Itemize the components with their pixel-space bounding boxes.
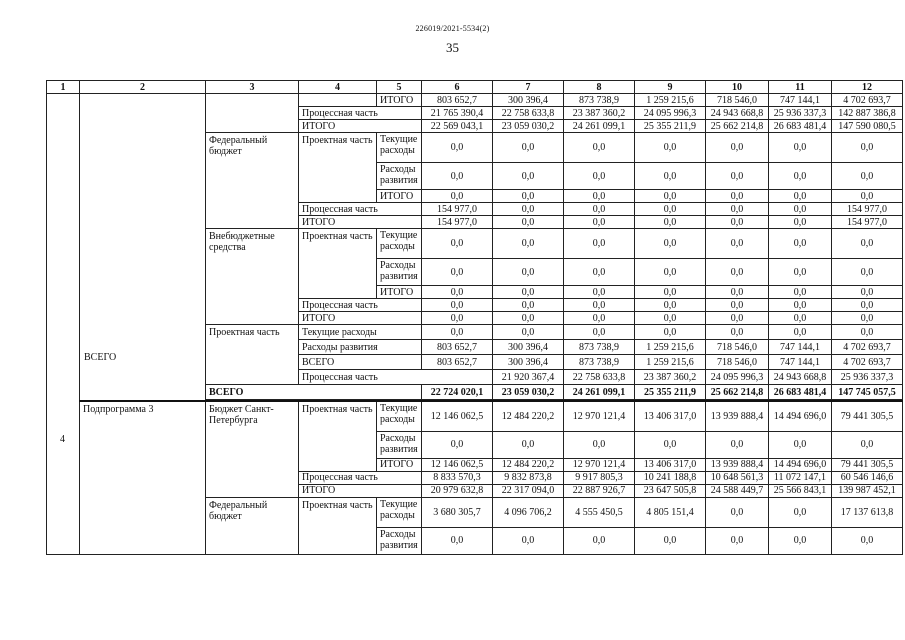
value-cell: 0,0 (769, 299, 832, 312)
value-cell: 0,0 (564, 133, 635, 163)
value-cell: 803 652,7 (422, 340, 493, 355)
row-label: Текущие расходы (377, 497, 422, 527)
value-cell: 23 647 505,8 (635, 484, 706, 497)
value-cell: 22 569 043,1 (422, 120, 493, 133)
project-part-label: Проектная часть (299, 229, 377, 299)
value-cell: 0,0 (706, 286, 769, 299)
value-cell: 0,0 (493, 203, 564, 216)
row-label: Расходы развития (377, 163, 422, 190)
value-cell: 0,0 (832, 325, 903, 340)
value-cell: 11 072 147,1 (769, 471, 832, 484)
value-cell: 22 887 926,7 (564, 484, 635, 497)
page-number: 35 (446, 40, 459, 55)
value-cell: 147 745 057,5 (832, 385, 903, 400)
value-cell: 300 396,4 (493, 340, 564, 355)
col-number: 9 (635, 81, 706, 94)
value-cell: 0,0 (706, 431, 769, 458)
row-label: Процессная часть (299, 299, 422, 312)
value-cell: 0,0 (769, 216, 832, 229)
value-cell: 13 406 317,0 (635, 458, 706, 471)
row-label: ВСЕГО (299, 355, 422, 370)
value-cell: 21 920 367,4 (493, 370, 564, 385)
value-cell: 0,0 (635, 190, 706, 203)
value-cell: 0,0 (422, 163, 493, 190)
col-number: 7 (493, 81, 564, 94)
value-cell: 0,0 (493, 299, 564, 312)
value-cell: 0,0 (635, 133, 706, 163)
value-cell: 0,0 (564, 216, 635, 229)
row-label: ИТОГО (377, 190, 422, 203)
value-cell: 0,0 (493, 229, 564, 259)
row-label: Текущие расходы (377, 401, 422, 431)
project-part-label: Проектная часть (206, 325, 299, 385)
value-cell: 803 652,7 (422, 94, 493, 107)
value-cell: 747 144,1 (769, 340, 832, 355)
value-cell: 8 833 570,3 (422, 471, 493, 484)
value-cell: 0,0 (422, 190, 493, 203)
value-cell: 0,0 (635, 312, 706, 325)
value-cell: 25 355 211,9 (635, 120, 706, 133)
cell-empty (206, 94, 299, 133)
value-cell: 0,0 (564, 325, 635, 340)
value-cell: 13 406 317,0 (635, 401, 706, 431)
value-cell: 0,0 (769, 497, 832, 527)
table-row (47, 401, 903, 431)
value-cell: 0,0 (706, 312, 769, 325)
value-cell: 12 146 062,5 (422, 401, 493, 431)
value-cell: 0,0 (706, 163, 769, 190)
value-cell: 4 702 693,7 (832, 340, 903, 355)
row-label: Текущие расходы (377, 229, 422, 259)
value-cell: 3 680 305,7 (422, 497, 493, 527)
value-cell: 79 441 305,5 (832, 458, 903, 471)
value-cell: 0,0 (422, 259, 493, 286)
document-id: 226019/2021-5534(2) (415, 24, 490, 33)
value-cell: 0,0 (564, 312, 635, 325)
value-cell: 0,0 (706, 325, 769, 340)
value-cell: 24 943 668,8 (769, 370, 832, 385)
value-cell: 25 662 214,8 (706, 120, 769, 133)
value-cell: 22 758 633,8 (493, 107, 564, 120)
col-number: 5 (377, 81, 422, 94)
subprogram-title: Подпрограмма 3 (80, 401, 206, 554)
source-extrabudget: Внебюджетные средства (206, 229, 299, 325)
value-cell: 0,0 (493, 133, 564, 163)
value-cell: 0,0 (769, 163, 832, 190)
value-cell: 13 939 888,4 (706, 458, 769, 471)
source-federal: Федеральный бюджет (206, 497, 299, 554)
value-cell: 0,0 (493, 312, 564, 325)
row-label: Процессная часть (299, 107, 422, 120)
value-cell: 0,0 (422, 229, 493, 259)
value-cell: 0,0 (635, 431, 706, 458)
project-part-label: Проектная часть (299, 401, 377, 471)
value-cell: 0,0 (769, 259, 832, 286)
value-cell: 0,0 (635, 259, 706, 286)
value-cell: 25 355 211,9 (635, 385, 706, 400)
value-cell: 0,0 (422, 133, 493, 163)
value-cell: 873 738,9 (564, 355, 635, 370)
value-cell: 0,0 (635, 216, 706, 229)
value-cell: 0,0 (706, 497, 769, 527)
value-cell: 0,0 (422, 527, 493, 554)
value-cell: 25 936 337,3 (832, 370, 903, 385)
value-cell: 0,0 (706, 216, 769, 229)
row-label: ИТОГО (377, 458, 422, 471)
value-cell: 0,0 (832, 163, 903, 190)
subprogram-number: 4 (60, 434, 65, 445)
value-cell: 0,0 (564, 299, 635, 312)
value-cell: 0,0 (832, 431, 903, 458)
value-cell: 0,0 (769, 325, 832, 340)
col-number: 4 (299, 81, 377, 94)
value-cell: 12 484 220,2 (493, 458, 564, 471)
col-number: 3 (206, 81, 299, 94)
value-cell: 14 494 696,0 (769, 401, 832, 431)
row-label: Текущие расходы (377, 133, 422, 163)
value-cell: 25 936 337,3 (769, 107, 832, 120)
value-cell: 1 259 215,6 (635, 340, 706, 355)
row-label: Текущие расходы (299, 325, 422, 340)
value-cell: 0,0 (422, 299, 493, 312)
value-cell: 9 832 873,8 (493, 471, 564, 484)
value-cell: 12 484 220,2 (493, 401, 564, 431)
value-cell: 22 758 633,8 (564, 370, 635, 385)
row-label: ИТОГО (377, 94, 422, 107)
value-cell: 0,0 (422, 312, 493, 325)
row-label: Процессная часть (299, 370, 493, 385)
value-cell: 0,0 (635, 229, 706, 259)
value-cell: 0,0 (493, 431, 564, 458)
value-cell: 4 702 693,7 (832, 94, 903, 107)
row-label: ИТОГО (299, 484, 422, 497)
value-cell: 0,0 (422, 325, 493, 340)
value-cell: 0,0 (564, 431, 635, 458)
cell-empty (47, 94, 80, 555)
value-cell: 23 059 030,2 (493, 120, 564, 133)
row-label: ИТОГО (299, 312, 422, 325)
value-cell: 12 970 121,4 (564, 458, 635, 471)
value-cell: 26 683 481,4 (769, 120, 832, 133)
value-cell: 24 261 099,1 (564, 385, 635, 400)
value-cell: 0,0 (832, 133, 903, 163)
value-cell: 718 546,0 (706, 355, 769, 370)
value-cell: 718 546,0 (706, 340, 769, 355)
value-cell: 0,0 (564, 286, 635, 299)
value-cell: 0,0 (769, 203, 832, 216)
value-cell: 1 259 215,6 (635, 94, 706, 107)
value-cell: 873 738,9 (564, 94, 635, 107)
value-cell: 24 943 668,8 (706, 107, 769, 120)
value-cell: 747 144,1 (769, 355, 832, 370)
value-cell: 142 887 386,8 (832, 107, 903, 120)
value-cell: 873 738,9 (564, 340, 635, 355)
value-cell: 0,0 (832, 299, 903, 312)
value-cell: 0,0 (769, 229, 832, 259)
value-cell: 0,0 (422, 286, 493, 299)
value-cell: 4 805 151,4 (635, 497, 706, 527)
value-cell: 0,0 (493, 216, 564, 229)
value-cell: 0,0 (706, 203, 769, 216)
value-cell: 13 939 888,4 (706, 401, 769, 431)
value-cell: 1 259 215,6 (635, 355, 706, 370)
value-cell: 25 662 214,8 (706, 385, 769, 400)
value-cell: 0,0 (706, 259, 769, 286)
value-cell: 747 144,1 (769, 94, 832, 107)
row-label: Расходы развития (377, 259, 422, 286)
value-cell: 154 977,0 (422, 216, 493, 229)
value-cell: 23 387 360,2 (564, 107, 635, 120)
value-cell: 0,0 (706, 229, 769, 259)
row-label: Расходы развития (299, 340, 422, 355)
project-part-label: Проектная часть (299, 133, 377, 203)
col-number: 2 (80, 81, 206, 94)
value-cell: 10 648 561,3 (706, 471, 769, 484)
value-cell: 0,0 (564, 259, 635, 286)
value-cell: 0,0 (635, 325, 706, 340)
value-cell: 0,0 (493, 527, 564, 554)
value-cell: 0,0 (422, 431, 493, 458)
value-cell: 718 546,0 (706, 94, 769, 107)
value-cell: 20 979 632,8 (422, 484, 493, 497)
row-label: Расходы развития (377, 527, 422, 554)
value-cell: 12 970 121,4 (564, 401, 635, 431)
col-number: 12 (832, 81, 903, 94)
value-cell: 0,0 (832, 229, 903, 259)
value-cell: 79 441 305,5 (832, 401, 903, 431)
value-cell: 139 987 452,1 (832, 484, 903, 497)
value-cell: 0,0 (635, 203, 706, 216)
source-spb-budget: Бюджет Санкт-Петербурга (206, 401, 299, 497)
value-cell: 0,0 (832, 312, 903, 325)
source-federal: Федеральный бюджет (206, 133, 299, 229)
value-cell: 4 702 693,7 (832, 355, 903, 370)
value-cell: 0,0 (769, 312, 832, 325)
value-cell: 17 137 613,8 (832, 497, 903, 527)
value-cell: 0,0 (493, 163, 564, 190)
value-cell: 0,0 (564, 203, 635, 216)
value-cell: 154 977,0 (422, 203, 493, 216)
col-number: 11 (769, 81, 832, 94)
value-cell: 25 566 843,1 (769, 484, 832, 497)
value-cell: 0,0 (769, 431, 832, 458)
value-cell: 9 917 805,3 (564, 471, 635, 484)
value-cell: 24 261 099,1 (564, 120, 635, 133)
row-label: ВСЕГО (206, 385, 422, 400)
value-cell: 0,0 (832, 259, 903, 286)
row-label: ИТОГО (377, 286, 422, 299)
value-cell: 803 652,7 (422, 355, 493, 370)
value-cell: 60 546 146,6 (832, 471, 903, 484)
vsego-section-label: ВСЕГО (84, 352, 117, 363)
value-cell: 0,0 (564, 229, 635, 259)
value-cell: 24 588 449,7 (706, 484, 769, 497)
value-cell: 0,0 (769, 527, 832, 554)
value-cell: 0,0 (564, 527, 635, 554)
row-label: ИТОГО (299, 216, 422, 229)
value-cell: 0,0 (832, 190, 903, 203)
value-cell: 0,0 (564, 163, 635, 190)
row-label: Процессная часть (299, 203, 422, 216)
budget-table (46, 80, 903, 555)
cell-empty (299, 94, 377, 107)
value-cell: 0,0 (493, 259, 564, 286)
value-cell: 0,0 (564, 190, 635, 203)
value-cell: 22 724 020,1 (422, 385, 493, 400)
value-cell: 12 146 062,5 (422, 458, 493, 471)
value-cell: 0,0 (635, 163, 706, 190)
value-cell: 0,0 (635, 286, 706, 299)
value-cell: 4 096 706,2 (493, 497, 564, 527)
col-number: 1 (47, 81, 80, 94)
value-cell: 14 494 696,0 (769, 458, 832, 471)
value-cell: 147 590 080,5 (832, 120, 903, 133)
value-cell: 154 977,0 (832, 203, 903, 216)
value-cell: 300 396,4 (493, 355, 564, 370)
value-cell: 0,0 (769, 286, 832, 299)
value-cell: 4 555 450,5 (564, 497, 635, 527)
project-part-label: Проектная часть (299, 497, 377, 554)
value-cell: 0,0 (706, 299, 769, 312)
value-cell: 23 387 360,2 (635, 370, 706, 385)
value-cell: 0,0 (706, 133, 769, 163)
row-label: ИТОГО (299, 120, 422, 133)
value-cell: 0,0 (832, 286, 903, 299)
value-cell: 0,0 (493, 286, 564, 299)
col-number: 6 (422, 81, 493, 94)
value-cell: 24 095 996,3 (706, 370, 769, 385)
value-cell: 21 765 390,4 (422, 107, 493, 120)
value-cell: 154 977,0 (832, 216, 903, 229)
col-number: 10 (706, 81, 769, 94)
value-cell: 0,0 (493, 325, 564, 340)
value-cell: 24 095 996,3 (635, 107, 706, 120)
row-label: Процессная часть (299, 471, 422, 484)
value-cell: 0,0 (493, 190, 564, 203)
value-cell: 26 683 481,4 (769, 385, 832, 400)
value-cell: 300 396,4 (493, 94, 564, 107)
table-row (47, 94, 903, 107)
value-cell: 10 241 188,8 (635, 471, 706, 484)
value-cell: 0,0 (769, 190, 832, 203)
row-label: Расходы развития (377, 431, 422, 458)
value-cell: 0,0 (832, 527, 903, 554)
col-number: 8 (564, 81, 635, 94)
value-cell: 0,0 (706, 527, 769, 554)
value-cell: 0,0 (769, 133, 832, 163)
value-cell: 0,0 (635, 527, 706, 554)
value-cell: 23 059 030,2 (493, 385, 564, 400)
column-number-row (47, 81, 903, 94)
value-cell: 22 317 094,0 (493, 484, 564, 497)
value-cell: 0,0 (635, 299, 706, 312)
value-cell: 0,0 (706, 190, 769, 203)
